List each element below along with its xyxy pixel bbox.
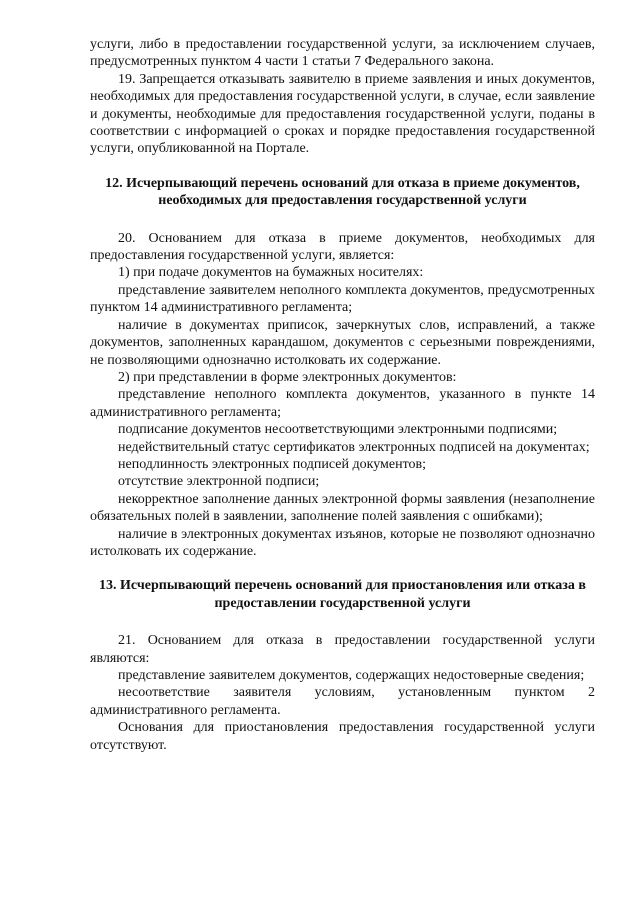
section-heading-12: 12. Исчерпывающий перечень оснований для отказа в приеме документов, необходимых для предоставления государственной услуги [105,175,580,209]
paragraph-21-item-b: несоответствие заявителя условиям, установленным пунктом 2 административного регламента. [90,685,595,718]
paragraph-20-item-1a: представление заявителем неполного комплекта документов, предусмотренных пунктом 14 административного регламента; [90,282,595,316]
paragraph-21-item-c: Основания для приостановления предоставления государственной услуги отсутствуют. [90,720,595,753]
paragraph-21-item-a: представление заявителем документов, содержащих недостоверные сведения; [118,668,585,683]
paragraph-20-item-2e: отсутствие электронной подписи; [118,474,320,490]
paragraph-20-item-1b: наличие в документах приписок, зачеркнутых слов, исправлений, а также документов, заполненных карандашом, документов с серьезными повреждениями, не позволяющими однозначно истолковать их содержание. [90,317,595,368]
paragraph-20-item-1: 1) при подаче документов на бумажных носителях: [118,265,424,281]
paragraph-20-item-2f: некорректное заполнение данных электронной формы заявления (незаполнение обязательных полей в заявлении, заполнение полей заявления с ошибками); [90,491,595,525]
paragraph-20-item-2a: представление неполного комплекта документов, указанного в пункте 14 административного регламента; [90,387,595,420]
section-heading-13: 13. Исчерпывающий перечень оснований для приостановления или отказа в предоставлении государственной услуги [99,578,586,611]
document-body [90,36,595,754]
paragraph-21: 21. Основанием для отказа в предоставлении государственной услуги являются: [90,633,595,666]
paragraph-continuation: услуги, либо в предоставлении государственной услуги, за исключением случаев, предусмотренных пунктом 4 части 1 статьи 7 Федерального закона. [90,37,595,70]
paragraph-19: 19. Запрещается отказывать заявителю в приеме заявления и иных документов, необходимых для предоставления государственной услуги, в случае, если заявление и документы, необходимые для предоставления государственной услуги, поданы в соответствии с информацией о сроках и порядке предоставления государственной услуги, опубликованной на Портале. [90,71,595,157]
paragraph-20-item-2g: наличие в электронных документах изъянов, которые не позволяют однозначно истолковать их содержание. [90,526,595,559]
paragraph-20-item-2: 2) при представлении в форме электронных документов: [118,369,457,385]
paragraph-20-item-2d: неподлинность электронных подписей документов; [118,456,427,472]
paragraph-20-item-2c: недействительный статус сертификатов электронных подписей на документах; [118,439,590,455]
paragraph-20-item-2b: подписание документов несоответствующими электронными подписями; [118,422,558,438]
paragraph-20: 20. Основанием для отказа в приеме документов, необходимых для предоставления государственной услуги, является: [90,230,595,264]
